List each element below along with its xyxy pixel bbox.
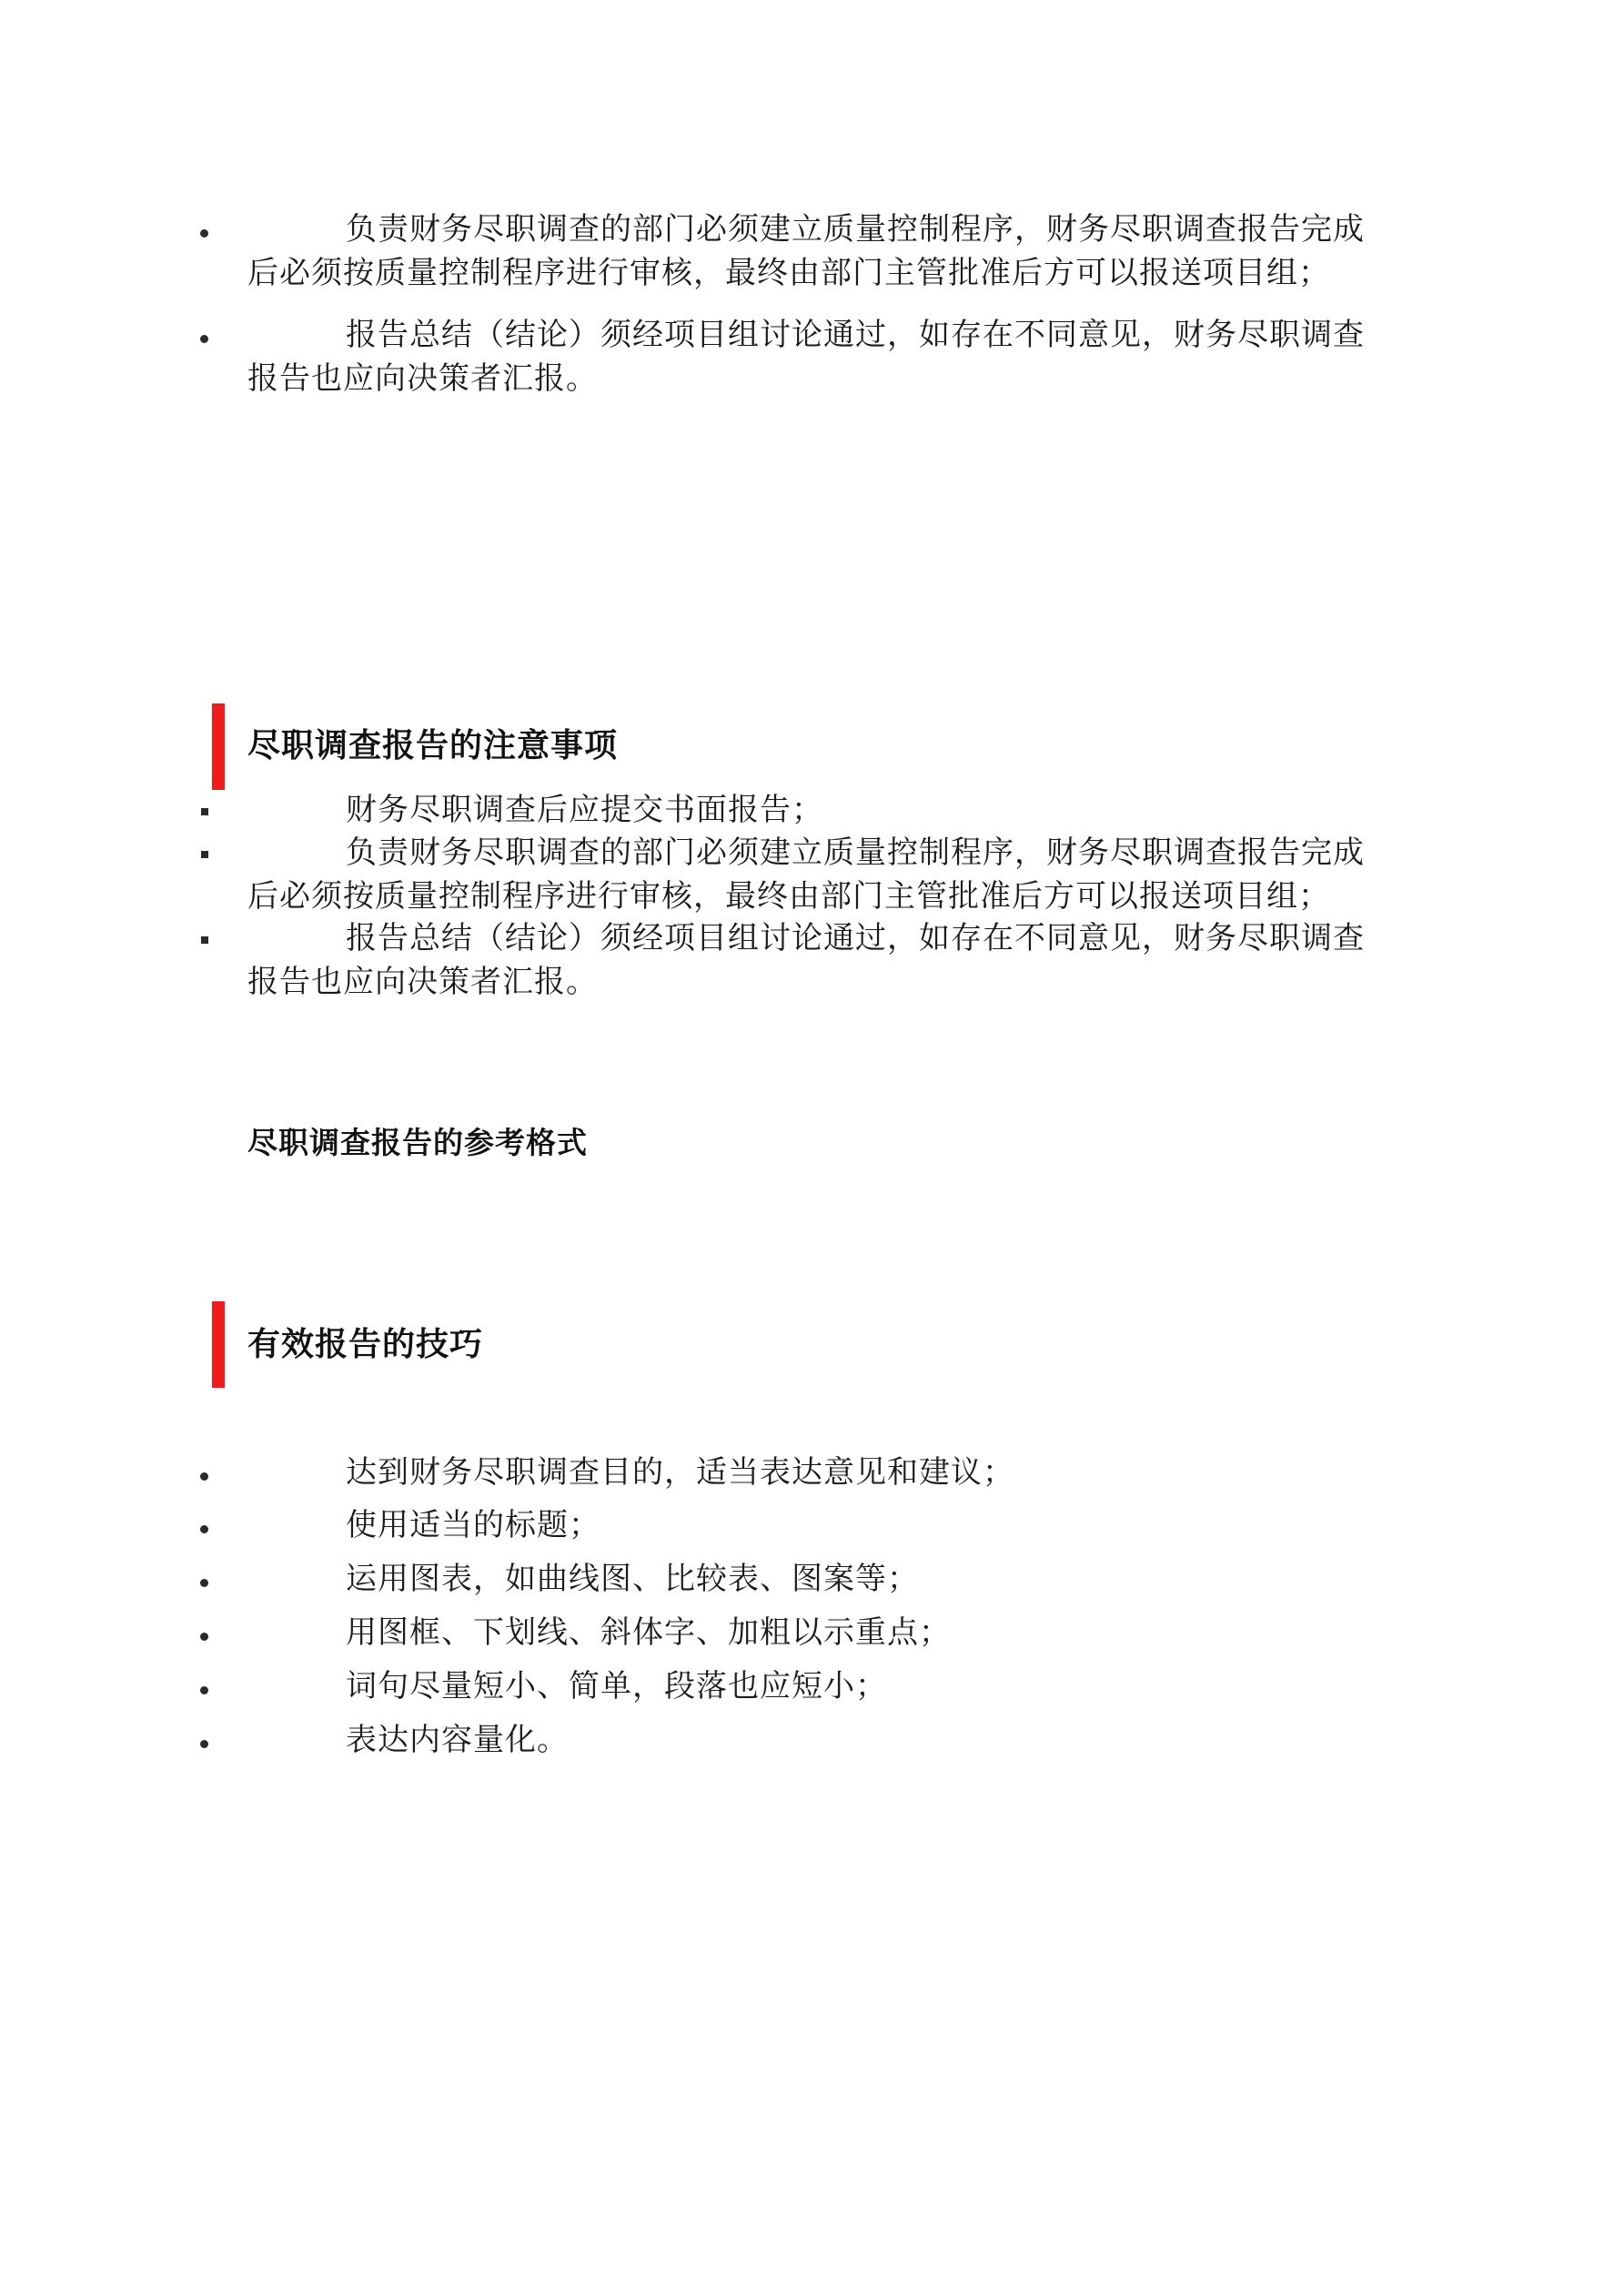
notes-list-item: 财务尽职调查后应提交书面报告；: [346, 792, 823, 828]
tips-list-item: 词句尽量短小、简单，段落也应短小；: [346, 1668, 887, 1704]
section-title-notes: 尽职调查报告的注意事项: [247, 727, 619, 764]
bullet-dot-icon: [200, 229, 208, 238]
section-accent-bar: [212, 1301, 225, 1388]
notes-list-item: 报告总结（结论）须经项目组讨论通过，如存在不同意见，财务尽职调查报告也应向决策者汇报。: [247, 920, 1365, 1000]
bullet-square-icon: [201, 808, 208, 815]
bullet-dot-icon: [200, 1525, 208, 1533]
tips-list-item: 使用适当的标题；: [346, 1507, 600, 1543]
bullet-dot-icon: [200, 1686, 208, 1694]
bullet-dot-icon: [200, 1472, 208, 1481]
tips-list-item: 用图框、下划线、斜体字、加粗以示重点；: [346, 1614, 951, 1651]
intro-list-item: 负责财务尽职调查的部门必须建立质量控制程序，财务尽职调查报告完成后必须按质量控制程序进行审核，最终由部门主管批准后方可以报送项目组；: [247, 211, 1365, 291]
tips-list-item: 达到财务尽职调查目的，适当表达意见和建议；: [346, 1454, 1014, 1491]
tips-list-item: 表达内容量化。: [346, 1722, 569, 1758]
tips-list-item: 运用图表，如曲线图、比较表、图案等；: [346, 1561, 919, 1597]
section-title-tips: 有效报告的技巧: [247, 1326, 484, 1363]
bullet-dot-icon: [200, 1633, 208, 1641]
bullet-dot-icon: [200, 1579, 208, 1587]
notes-list-item: 负责财务尽职调查的部门必须建立质量控制程序，财务尽职调查报告完成后必须按质量控制程序进行审核，最终由部门主管批准后方可以报送项目组；: [247, 834, 1365, 915]
bullet-dot-icon: [200, 335, 208, 343]
bullet-dot-icon: [200, 1740, 208, 1748]
section-title-format: 尽职调查报告的参考格式: [247, 1125, 588, 1160]
intro-list-item: 报告总结（结论）须经项目组讨论通过，如存在不同意见，财务尽职调查报告也应向决策者汇报。: [247, 317, 1365, 397]
bullet-square-icon: [201, 936, 208, 944]
section-accent-bar: [212, 703, 225, 790]
bullet-square-icon: [201, 851, 208, 858]
